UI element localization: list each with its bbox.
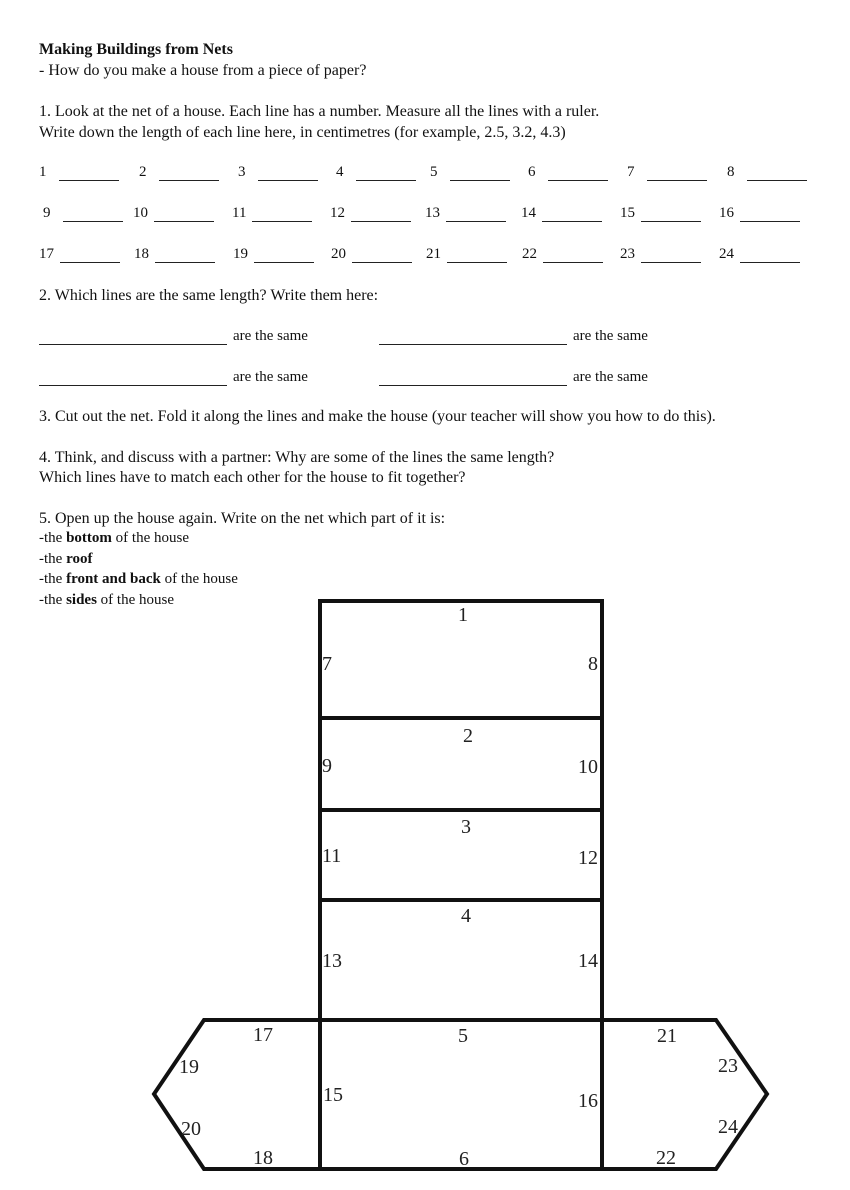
net-label: 15: [323, 1084, 343, 1106]
right-gable-outline: [602, 1020, 767, 1169]
net-label: 1: [458, 604, 468, 626]
answer-slot: 21: [426, 246, 507, 263]
worksheet-title: Making Buildings from Nets: [39, 41, 233, 58]
net-label: 4: [461, 905, 471, 927]
answer-slot: 24: [719, 246, 800, 263]
net-label: 5: [458, 1025, 468, 1047]
answer-slot: 2: [139, 164, 219, 181]
answer-slot: 11: [232, 205, 312, 222]
net-label: 14: [578, 950, 598, 972]
net-label: 16: [578, 1090, 598, 1112]
net-label: 6: [459, 1148, 469, 1170]
net-label: 18: [253, 1147, 273, 1169]
answer-slot: 7: [627, 164, 707, 181]
net-label: 22: [656, 1147, 676, 1169]
answer-slot: 1: [39, 164, 119, 181]
net-label: 13: [322, 950, 342, 972]
same-length-label: are the same: [233, 369, 308, 385]
answer-slot: 3: [238, 164, 318, 181]
q3-instruction: 3. Cut out the net. Fold it along the lines and make the house (your teacher will show you how to do this).: [39, 408, 716, 425]
net-label: 20: [181, 1118, 201, 1140]
answer-slot: 14: [521, 205, 602, 222]
answer-slot: 16: [719, 205, 800, 222]
answer-slot: 17: [39, 246, 120, 263]
answer-slot: 23: [620, 246, 701, 263]
answer-slot: 22: [522, 246, 603, 263]
answer-slot: 19: [233, 246, 314, 263]
net-label: 17: [253, 1024, 273, 1046]
net-label: 9: [322, 755, 332, 777]
q1-instruction-line1: 1. Look at the net of a house. Each line has a number. Measure all the lines with a ruler.: [39, 103, 600, 120]
net-outline-main: [320, 601, 602, 1169]
answer-slot: 5: [430, 164, 510, 181]
answer-slot: 6: [528, 164, 608, 181]
same-length-label: are the same: [573, 328, 648, 344]
net-label: 3: [461, 816, 471, 838]
answer-slot: 8: [727, 164, 807, 181]
q5-item-front-back: -the front and back of the house: [39, 571, 238, 587]
q1-instruction-line2: Write down the length of each line here, in centimetres (for example, 2.5, 3.2, 4.3): [39, 124, 566, 141]
q5-item-sides: -the sides of the house: [39, 592, 174, 608]
net-label: 10: [578, 756, 598, 778]
q2-instruction: 2. Which lines are the same length? Write them here:: [39, 287, 379, 304]
answer-slot: 15: [620, 205, 701, 222]
net-label: 23: [718, 1055, 738, 1077]
q4-instruction-line2: Which lines have to match each other for the house to fit together?: [39, 469, 466, 486]
same-length-label: are the same: [233, 328, 308, 344]
net-label: 8: [588, 653, 598, 675]
q5-item-bottom: -the bottom of the house: [39, 530, 189, 546]
answer-slot: 12: [330, 205, 411, 222]
net-label: 2: [463, 725, 473, 747]
left-gable-outline: [154, 1020, 320, 1169]
answer-slot: 4: [336, 164, 416, 181]
answer-slot: 10: [133, 205, 214, 222]
net-label: 11: [322, 845, 342, 867]
net-line-labels: [179, 604, 738, 1170]
worksheet-subtitle: - How do you make a house from a piece of paper?: [39, 62, 367, 79]
net-label: 7: [322, 653, 332, 675]
net-label: 19: [179, 1056, 199, 1078]
q5-item-roof: -the roof: [39, 551, 93, 567]
answer-slot: 18: [134, 246, 215, 263]
net-label: 24: [718, 1116, 738, 1138]
net-label: 21: [657, 1025, 677, 1047]
answer-slot: 13: [425, 205, 506, 222]
net-label: 12: [578, 847, 598, 869]
q5-instruction: 5. Open up the house again. Write on the net which part of it is:: [39, 510, 446, 527]
answer-slot: 9: [43, 205, 123, 222]
q4-instruction-line1: 4. Think, and discuss with a partner: Why are some of the lines the same length?: [39, 449, 555, 466]
same-length-label: are the same: [573, 369, 648, 385]
answer-slot: 20: [331, 246, 412, 263]
